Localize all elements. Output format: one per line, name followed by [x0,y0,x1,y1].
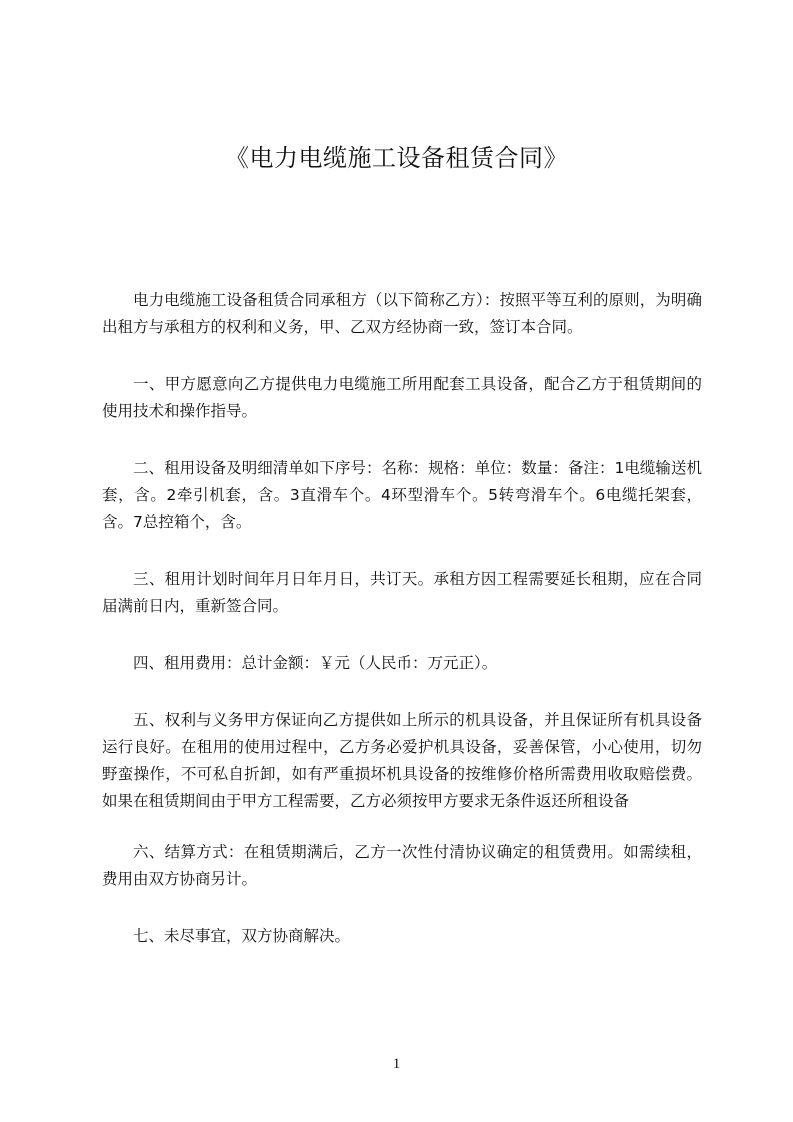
paragraph-clause-3: 三、租用计划时间年月日年月日，共订天。承租方因工程需要延长租期，应在合同届满前日内，重新签合同。 [102,570,702,615]
paragraph-clause-7: 七、未尽事宜，双方协商解决。 [133,927,351,945]
paragraph-clause-5: 五、权利与义务甲方保证向乙方提供如上所示的机具设备，并且保证所有机具设备运行良好。在租用的使用过程中，乙方务必爱护机具设备，妥善保管，小心使用，切勿野蛮操作，不可私自折卸，如有严重损坏机具设备的按维修价格所需费用收取赔偿费。如果在租赁期间由于甲方工程需要，乙方必须按甲方要求无条件返还所租设备 [102,711,702,810]
paragraph-clause-1: 一、甲方愿意向乙方提供电力电缆施工所用配套工具设备，配合乙方于租赁期间的使用技术和操作指导。 [102,375,702,420]
page-number: 1 [392,1056,401,1072]
paragraph-intro: 电力电缆施工设备租赁合同承租方（以下简称乙方）：按照平等互利的原则，为明确出租方与承租方的权利和义务，甲、乙双方经协商一致，签订本合同。 [102,291,702,336]
paragraph-clause-2: 二、租用设备及明细清单如下序号：名称：规格：单位：数量：备注：1电缆输送机套，含。2牵引机套，含。3直滑车个。4环型滑车个。5转弯滑车个。6电缆托架套，含。7总控箱个，含。 [102,459,702,531]
document-body [102,287,702,980]
paragraph-clause-6: 六、结算方式：在租赁期满后，乙方一次性付清协议确定的租赁费用。如需续租，费用由双方协商另计。 [102,843,702,888]
paragraph-clause-4: 四、租用费用：总计金额：￥元（人民币：万元正）。 [133,654,498,672]
document-title: 《电力电缆施工设备租赁合同》 [225,144,568,172]
